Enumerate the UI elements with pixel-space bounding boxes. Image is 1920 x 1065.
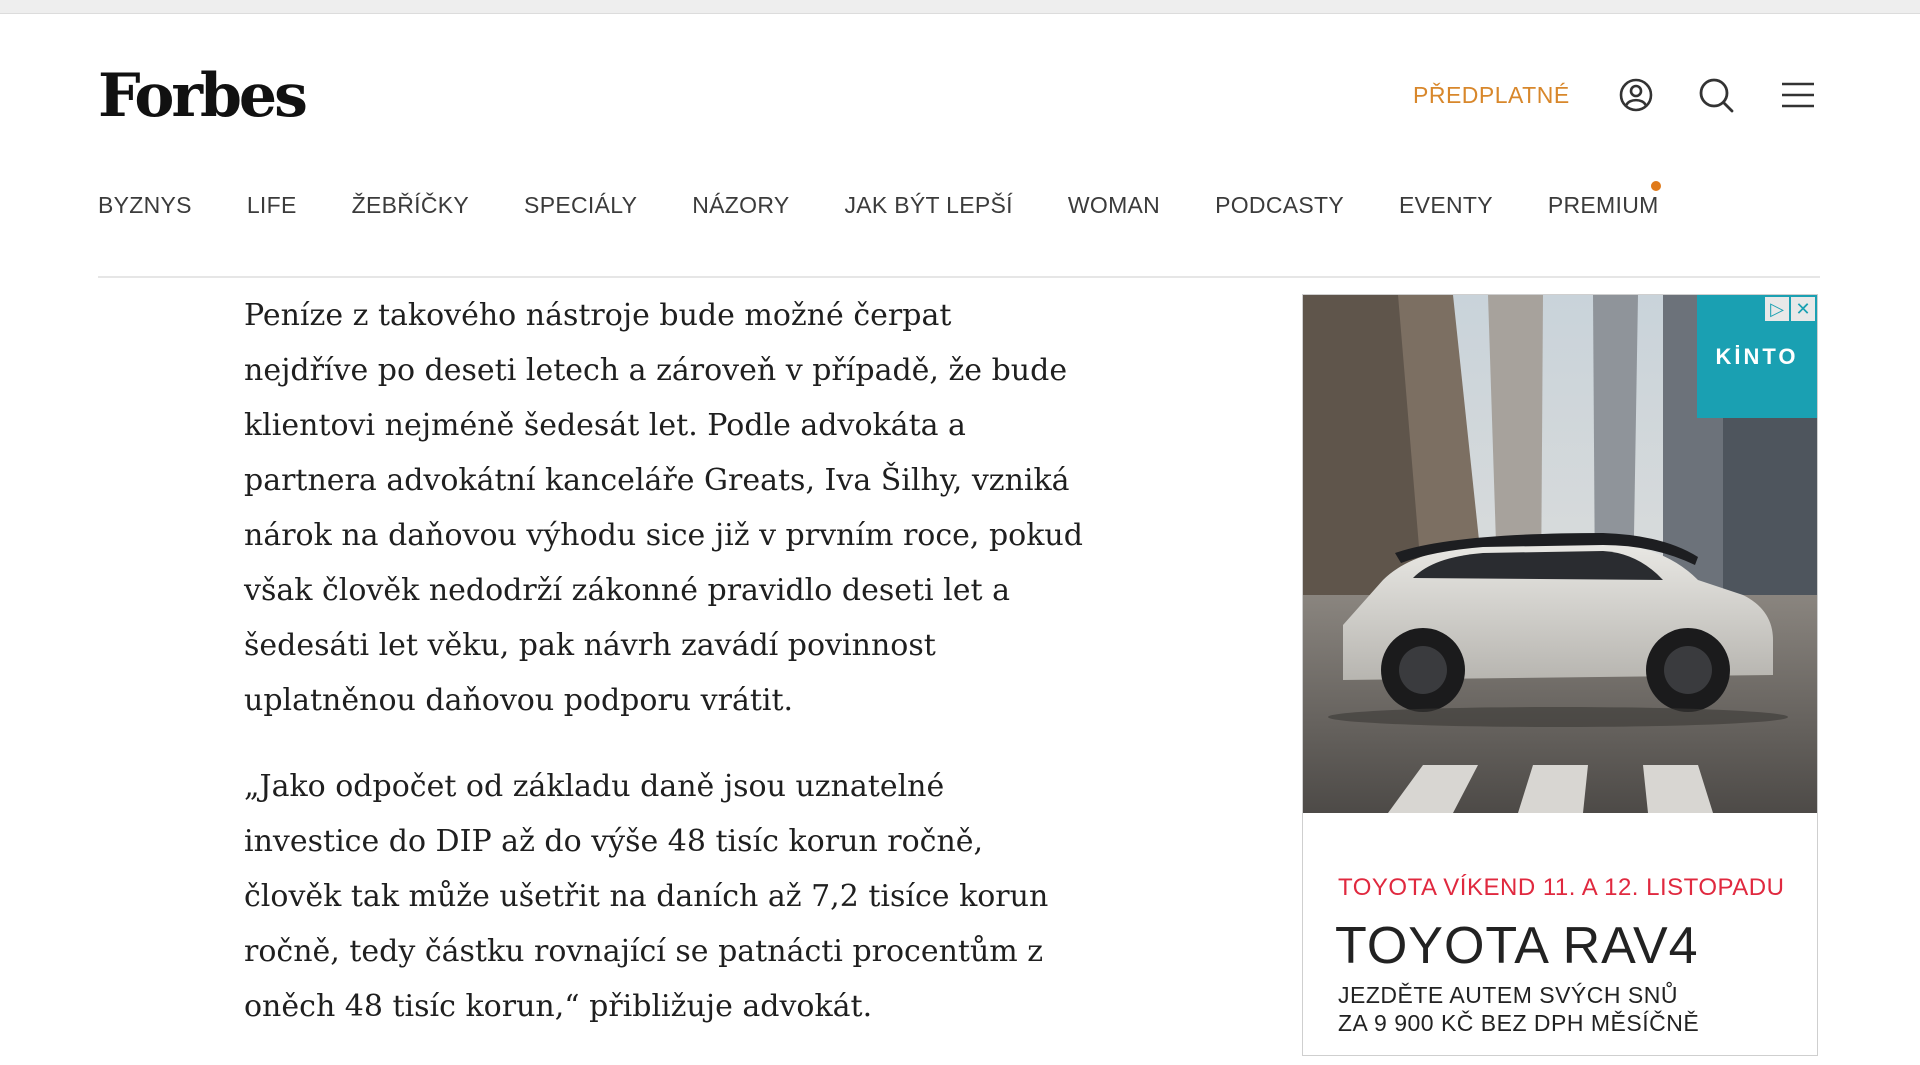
- menu-icon[interactable]: [1778, 75, 1818, 115]
- nav-item-eventy[interactable]: EVENTY: [1399, 192, 1493, 218]
- nav-item-zebricky[interactable]: ŽEBŘÍČKY: [351, 192, 470, 218]
- nav-item-nazory[interactable]: NÁZORY: [692, 192, 790, 218]
- premium-dot-badge: [1651, 181, 1661, 191]
- forbes-logo[interactable]: Forbes: [98, 61, 305, 131]
- user-icon[interactable]: [1616, 75, 1656, 115]
- ad-subline-1: JEZDĚTE AUTEM SVÝCH SNŮ: [1338, 982, 1678, 1008]
- nav-item-byznys[interactable]: BYZNYS: [98, 192, 192, 218]
- ad-subline-2: ZA 9 900 KČ BEZ DPH MĚSÍČNĚ: [1338, 1010, 1700, 1036]
- nav-item-life[interactable]: LIFE: [246, 192, 297, 218]
- nav-item-premium[interactable]: [1548, 190, 1659, 220]
- subscribe-link[interactable]: PŘEDPLATNÉ: [1413, 82, 1570, 108]
- advertisement[interactable]: [1302, 294, 1818, 1056]
- browser-top-strip: [0, 0, 1920, 14]
- adchoices-icon[interactable]: ▷: [1765, 297, 1789, 321]
- article-paragraph: Peníze z takového nástroje bude možné čerpat nejdříve po deseti letech a zároveň v případě, že bude klientovi nejméně šedesát let. Podle advokáta a partnera advokátní kanceláře Greats, Iva Šilhy, vzniká nárok na daňovou výhodu sice již v prvním roce, pokud však člověk nedodrží zákonné pravidlo deseti let a šedesáti let věku, pak návrh zavádí povinnost uplatněnou daňovou podporu vrátit.: [244, 298, 1083, 718]
- ad-close-icon[interactable]: ✕: [1791, 297, 1815, 321]
- nav-item-premium-label: PREMIUM: [1547, 192, 1659, 218]
- main-nav: [98, 190, 1714, 220]
- ad-car-image[interactable]: [1303, 295, 1817, 813]
- header-divider: [98, 276, 1820, 278]
- search-icon[interactable]: [1696, 75, 1736, 115]
- nav-item-woman[interactable]: WOMAN: [1067, 192, 1161, 218]
- nav-item-specialy[interactable]: SPECIÁLY: [524, 192, 638, 218]
- article-paragraph: „Jako odpočet od základu daně jsou uznatelné investice do DIP až do výše 48 tisíc korun ročně, člověk tak může ušetřit na daních až 7,2 tisíce korun ročně, tedy částku rovnající se patnácti procentům z oněch 48 tisíc korun,“ přibližuje advokát.: [244, 769, 1049, 1024]
- nav-item-jak-byt-lepsi[interactable]: JAK BÝT LEPŠÍ: [844, 192, 1013, 218]
- nav-item-podcasty[interactable]: PODCASTY: [1215, 192, 1345, 218]
- ad-promo-text: TOYOTA VÍKEND 11. A 12. LISTOPADU: [1338, 874, 1785, 901]
- kinto-badge: KİNTO: [1697, 295, 1817, 418]
- article-body: [244, 288, 1084, 1065]
- ad-choices: [1765, 297, 1815, 321]
- ad-title: TOYOTA RAV4: [1335, 917, 1699, 975]
